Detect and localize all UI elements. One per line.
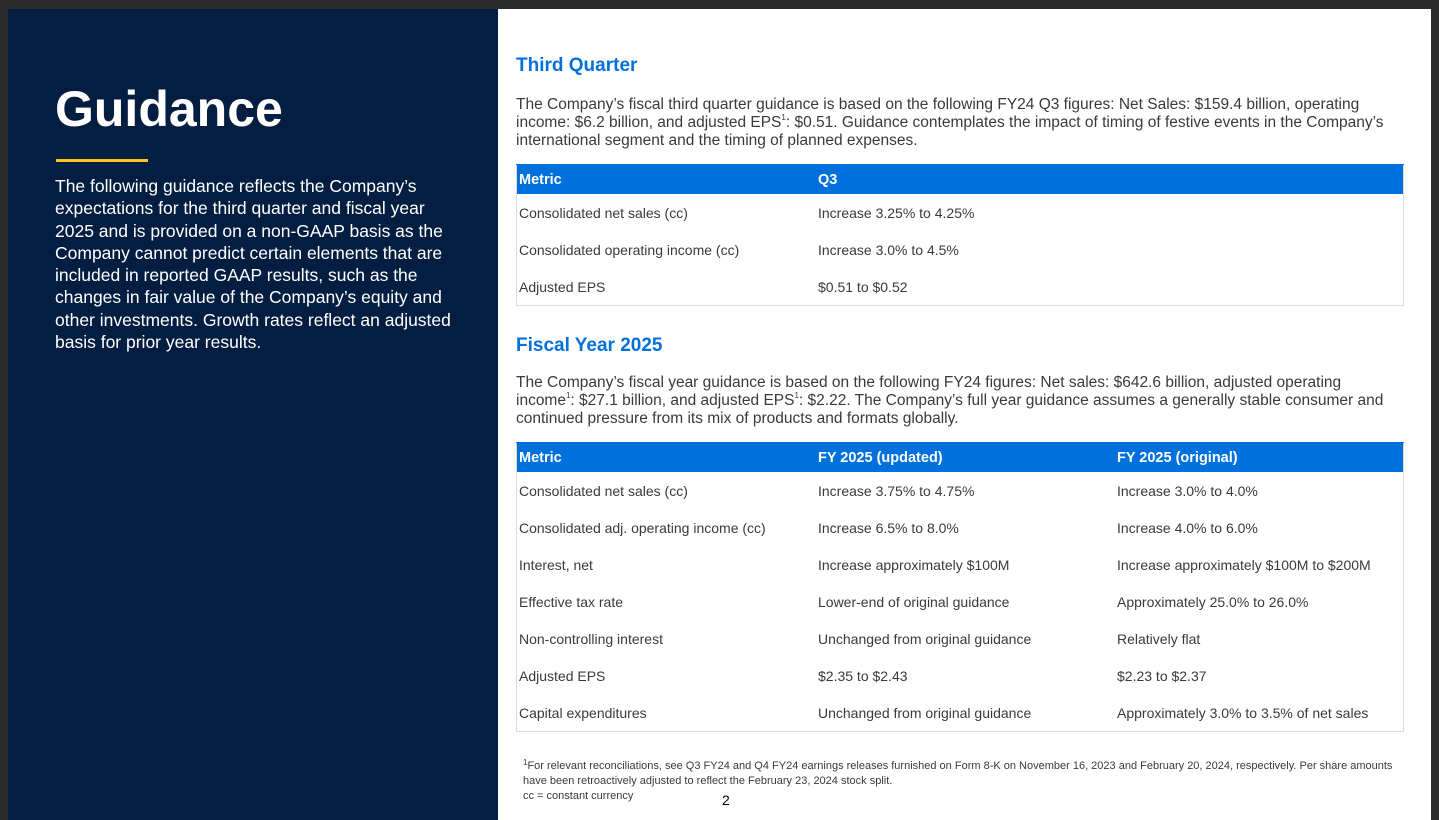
- table-row: [517, 620, 1404, 657]
- original-cell: Increase approximately $100M to $200M: [1117, 556, 1371, 573]
- value-cell: $0.51 to $0.52: [818, 278, 908, 295]
- q3-description: [516, 96, 1404, 150]
- table-header-row: [517, 165, 1404, 195]
- table-row: [517, 546, 1404, 583]
- footnote-marker: 1: [523, 758, 528, 767]
- metric-cell: Interest, net: [519, 556, 593, 573]
- cc-definition: cc = constant currency: [523, 790, 634, 802]
- header-metric: Metric: [517, 443, 817, 473]
- original-cell: Increase 3.0% to 4.0%: [1117, 482, 1258, 499]
- left-panel: [8, 9, 498, 820]
- metric-cell: Adjusted EPS: [519, 667, 606, 684]
- value-cell: Increase 3.25% to 4.25%: [818, 204, 975, 221]
- table-row: [517, 694, 1404, 732]
- q3-description-part2: : $0.51. Guidance contemplates the impact of timing of festive events in the Company’s international segment and the timing of planned expenses.: [516, 114, 1384, 149]
- q3-description-part1: The Company’s fiscal third quarter guidance is based on the following FY24 Q3 figures: Net Sales: $159.4 billion, operating income: $6.2 billion, and adjusted EPS: [516, 96, 1360, 131]
- updated-cell: Increase approximately $100M: [818, 556, 1010, 573]
- original-cell: $2.23 to $2.37: [1117, 667, 1207, 684]
- footnote-marker: 1: [794, 391, 799, 400]
- fy-description: [516, 374, 1404, 428]
- original-cell: Approximately 25.0% to 26.0%: [1117, 593, 1309, 610]
- table-row: [517, 583, 1404, 620]
- original-cell: Approximately 3.0% to 3.5% of net sales: [1117, 704, 1369, 721]
- footnote-marker: 1: [781, 113, 786, 122]
- intro-text: The following guidance reflects the Company’s expectations for the third quarter and fiscal year 2025 and is provided on a non-GAAP basis as the Company cannot predict certain elements that are included in reported GAAP results, such as the changes in fair value of the Company’s equity and other investments. Growth rates reflect an adjusted basis for prior year results.: [55, 176, 451, 353]
- header-q3: Q3: [816, 165, 1404, 195]
- table-row: [517, 657, 1404, 694]
- updated-cell: Lower-end of original guidance: [818, 593, 1010, 610]
- updated-cell: Increase 3.75% to 4.75%: [818, 482, 975, 499]
- updated-cell: $2.35 to $2.43: [818, 667, 908, 684]
- metric-cell: Adjusted EPS: [519, 278, 606, 295]
- slide: [8, 9, 1431, 820]
- fy-table: [516, 442, 1404, 732]
- table-row: [517, 231, 1404, 268]
- header-fy-updated: FY 2025 (updated): [816, 443, 1115, 473]
- table-row: [517, 194, 1404, 231]
- original-cell: Relatively flat: [1117, 630, 1201, 647]
- metric-cell: Non-controlling interest: [519, 630, 663, 647]
- metric-cell: Consolidated adj. operating income (cc): [519, 519, 766, 536]
- page-number: 2: [722, 792, 730, 808]
- footnote: [523, 759, 1403, 789]
- value-cell: Increase 3.0% to 4.5%: [818, 241, 959, 258]
- metric-cell: Effective tax rate: [519, 593, 624, 610]
- title-underline: [56, 159, 148, 162]
- updated-cell: Increase 6.5% to 8.0%: [818, 519, 959, 536]
- table-row: [517, 509, 1404, 546]
- fy-description-part3: : $2.22. The Company’s full year guidance assumes a generally stable consumer and continued pressure from its mix of products and formats globally.: [516, 392, 1384, 427]
- fy-description-part1: The Company’s fiscal year guidance is based on the following FY24 figures: Net sales: $642.6 billion, adjusted operating income: [516, 374, 1342, 409]
- fy-section-title: Fiscal Year 2025: [516, 335, 663, 356]
- q3-table: [516, 164, 1404, 306]
- header-metric: Metric: [517, 165, 817, 195]
- updated-cell: Unchanged from original guidance: [818, 704, 1032, 721]
- page-title: Guidance: [55, 81, 283, 137]
- metric-cell: Capital expenditures: [519, 704, 647, 721]
- table-row: [517, 472, 1404, 509]
- fy-description-part2: : $27.1 billion, and adjusted EPS: [570, 392, 795, 409]
- original-cell: Increase 4.0% to 6.0%: [1117, 519, 1258, 536]
- table-header-row: [517, 443, 1404, 473]
- metric-cell: Consolidated net sales (cc): [519, 204, 688, 221]
- metric-cell: Consolidated operating income (cc): [519, 241, 740, 258]
- q3-section-title: Third Quarter: [516, 55, 638, 76]
- header-fy-original: FY 2025 (original): [1115, 443, 1404, 473]
- table-row: [517, 268, 1404, 306]
- updated-cell: Unchanged from original guidance: [818, 630, 1032, 647]
- footnote-marker: 1: [565, 391, 571, 400]
- footnote-text: For relevant reconciliations, see Q3 FY24 and Q4 FY24 earnings releases furnished on Form 8-K on November 16, 2023 and February 20, 2024, respectively. Per share amounts have been retroactively adjusted to reflect the February 23, 2024 stock split.: [523, 760, 1393, 787]
- metric-cell: Consolidated net sales (cc): [519, 482, 688, 499]
